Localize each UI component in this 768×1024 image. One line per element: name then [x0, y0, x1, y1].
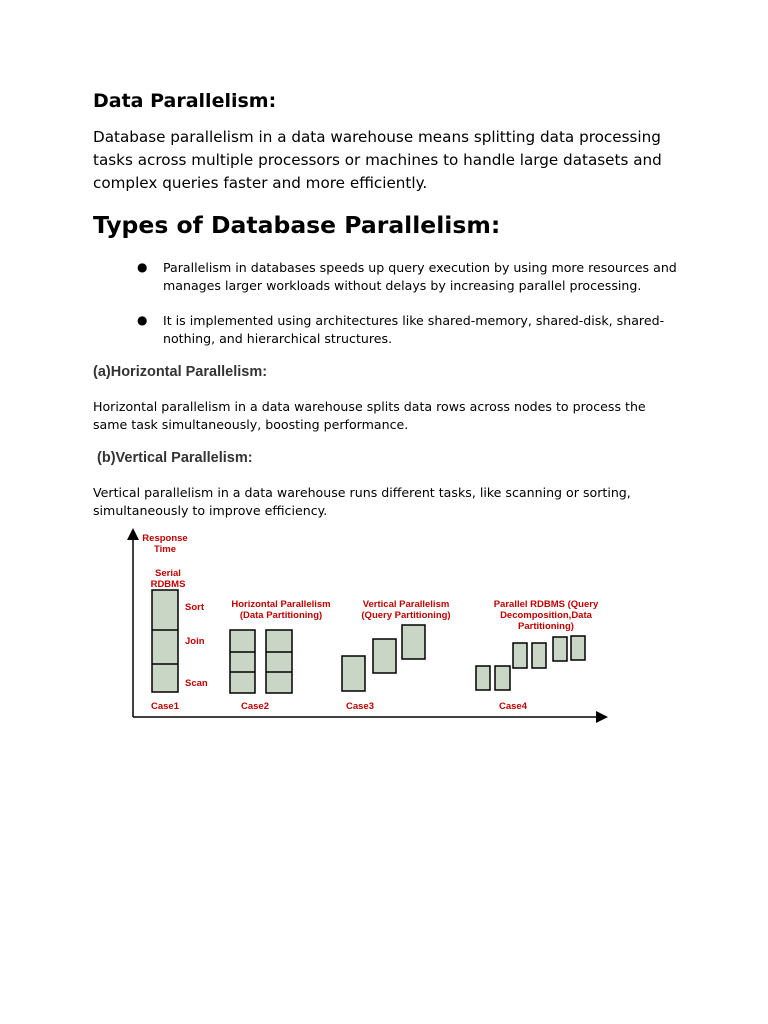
case4-box: [476, 666, 490, 690]
case4-box: [571, 636, 585, 660]
vertical-paragraph: Vertical parallelism in a data warehouse runs different tasks, like scanning or sorting, simultaneously to improve efficiency.: [93, 485, 631, 518]
intro-paragraph: Database parallelism in a data warehouse means splitting data processing tasks across multiple processors or machines to handle large datasets and complex queries faster and more efficiently.: [93, 128, 662, 192]
step-label-join: Join: [185, 636, 205, 647]
bullet-text: Parallelism in databases speeds up query execution by using more resources and manages larger workloads without delays by increasing parallel processing.: [163, 260, 677, 293]
heading-types: Types of Database Parallelism:: [93, 211, 501, 239]
bullet-dot-icon: ●: [137, 260, 148, 274]
heading-vertical: (b)Vertical Parallelism:: [93, 450, 253, 466]
bullet-text: It is implemented using architectures like shared-memory, shared-disk, shared-nothing, and hierarchical structures.: [163, 313, 665, 346]
heading-horizontal: (a)Horizontal Parallelism:: [93, 364, 268, 380]
case-label: Case3: [346, 701, 374, 712]
case3-title-line: Vertical Parallelism: [362, 599, 450, 610]
case2-title-line: Horizontal Parallelism: [231, 599, 331, 610]
bullet-dot-icon: ●: [137, 313, 148, 327]
case4-title-line: Parallel RDBMS (Query: [493, 599, 599, 610]
case1-title-line: RDBMS: [150, 579, 186, 590]
case-label: Case2: [241, 701, 269, 712]
bullet-list: [137, 259, 677, 365]
case-label: Case1: [151, 701, 179, 712]
horizontal-paragraph: Horizontal parallelism in a data warehouse splits data rows across nodes to process the same task simultaneously, boosting performance.: [93, 399, 646, 432]
case3-join-box: [373, 639, 396, 673]
case3-title-line: (Query Partitioning): [361, 610, 451, 621]
case4-box: [495, 666, 510, 690]
y-axis-label-line: Response: [142, 533, 188, 544]
case4-box: [532, 643, 546, 668]
heading-data-parallelism: Data Parallelism:: [93, 90, 277, 112]
parallelism-diagram: [120, 528, 620, 728]
y-axis-label-line: Time: [153, 544, 177, 555]
bullet-item: [137, 312, 677, 347]
case3-sort-box: [402, 625, 425, 659]
case-label: Case4: [499, 701, 527, 712]
case4-title-line: Partitioning): [518, 621, 574, 632]
case4-box: [513, 643, 527, 668]
case2-stack: [266, 630, 292, 693]
case2-title-line: (Data Partitioning): [239, 610, 323, 621]
case4-title-line: Decomposition,Data: [500, 610, 592, 621]
case1-title-line: Serial: [155, 568, 181, 579]
case1-stack: [152, 590, 178, 692]
step-label-scan: Scan: [185, 678, 208, 689]
case2-stack: [230, 630, 255, 693]
step-label-sort: Sort: [185, 602, 204, 613]
case3-scan-box: [342, 656, 365, 691]
bullet-item: [137, 259, 677, 294]
case4-box: [553, 637, 567, 661]
